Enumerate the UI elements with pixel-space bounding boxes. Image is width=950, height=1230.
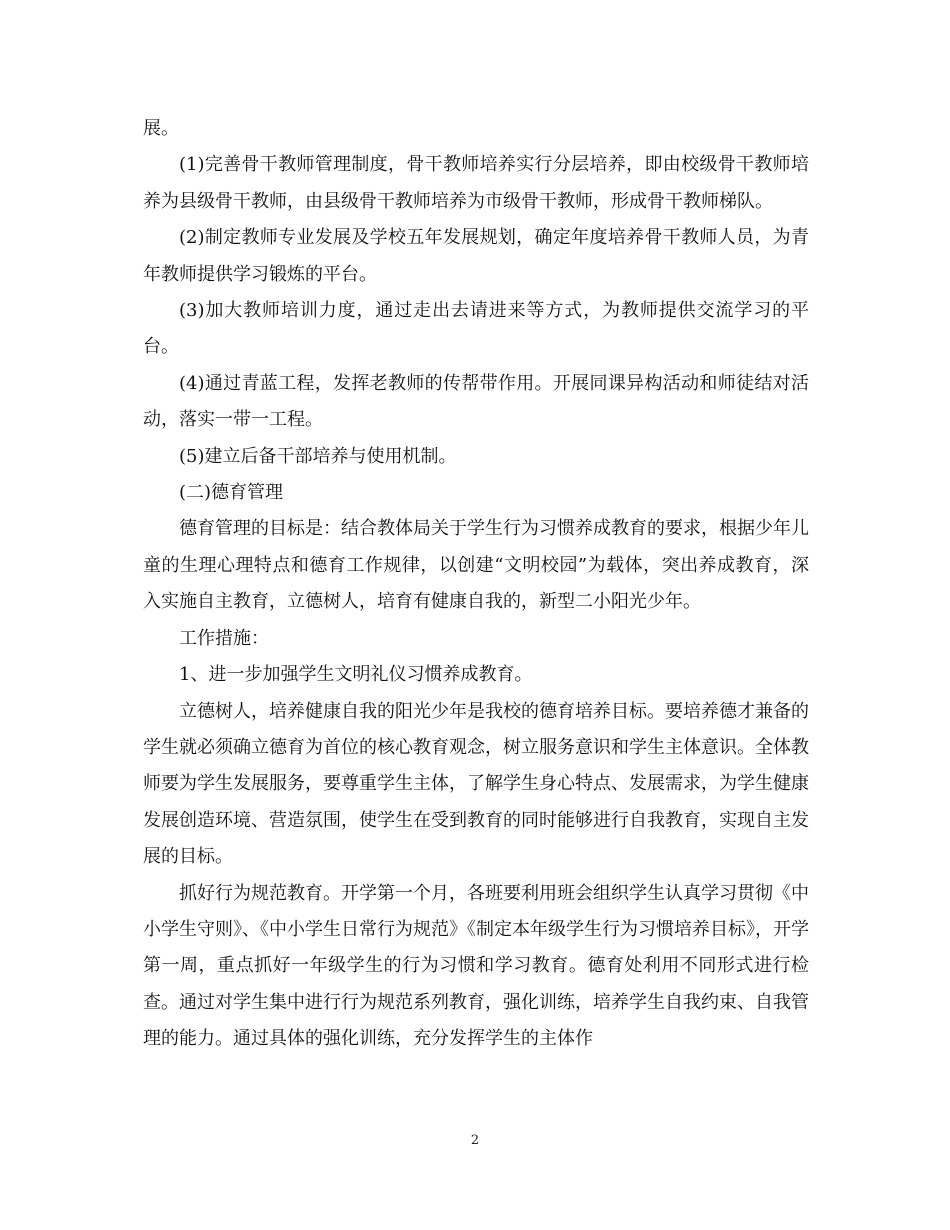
paragraph: (4)通过青蓝工程，发挥老教师的传帮带作用。开展同课异构活动和师徒结对活动，落实一带一工程。 [143,372,809,431]
paragraph: 抓好行为规范教育。开学第一个月，各班要利用班会组织学生认真学习贯彻《中小学生守则》、《中小学生日常行为规范》《制定本年级学生行为习惯培养目标》，开学第一周，重点抓好一年级学生的行为习惯和学习教育。德育处利用不同形式进行检查。通过对学生集中进行行为规范系列教育，强化训练，培养学生自我约束、自我管理的能力。通过具体的强化训练，充分发挥学生的主体作 [143,882,809,1050]
paragraph: 立德树人，培养健康自我的阳光少年是我校的德育培养目标。要培养德才兼备的学生就必须确立德育为首位的核心教育观念，树立服务意识和学生主体意识。全体教师要为学生发展服务，要尊重学生主体，了解学生身心特点、发展需求，为学生健康发展创造环境、营造氛围，使学生在受到教育的同时能够进行自我教育，实现自主发展的目标。 [143,700,809,868]
paragraph: (5)建立后备干部培养与使用机制。 [179,445,457,467]
paragraph: 1、进一步加强学生文明礼仪习惯养成教育。 [179,664,533,686]
paragraph: (1)完善骨干教师管理制度，骨干教师培养实行分层培养，即由校级骨干教师培养为县级骨干教师，由县级骨干教师培养为市级骨干教师，形成骨干教师梯队。 [143,154,809,212]
document-body [143,111,809,1058]
paragraph: 工作措施： [179,627,269,649]
section-heading: (二)德育管理 [179,482,284,504]
page-number: 2 [470,1133,480,1148]
paragraph: 展。 [143,118,179,139]
paragraph: (2)制定教师专业发展及学校五年发展规划，确定年度培养骨干教师人员，为青年教师提供学习锻炼的平台。 [143,227,809,285]
paragraph: (3)加大教师培训力度，通过走出去请进来等方式，为教师提供交流学习的平台。 [143,300,809,358]
paragraph: 德育管理的目标是：结合教体局关于学生行为习惯养成教育的要求，根据少年儿童的生理心理特点和德育工作规律，以创建“文明校园”为载体，突出养成教育，深入实施自主教育，立德树人，培育有健康自我的，新型二小阳光少年。 [143,518,809,613]
